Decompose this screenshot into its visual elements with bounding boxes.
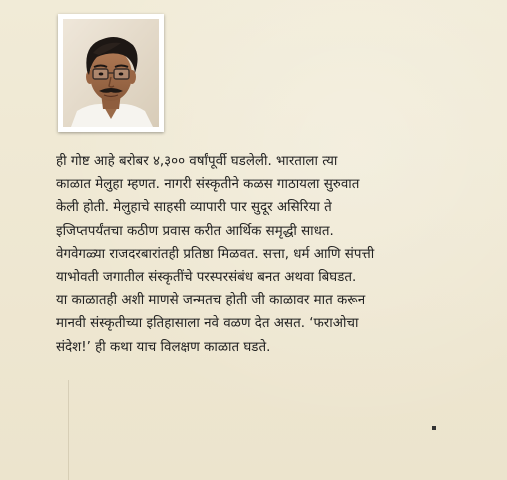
blurb-line: या काळातही अशी माणसे जन्मतच होती जी काळावर मात करून xyxy=(56,293,366,309)
blurb-line: संदेश!’ ही कथा याच विलक्षण काळात घडते. xyxy=(56,339,271,355)
author-photo xyxy=(63,19,159,127)
blurb-line: वेगवेगळ्या राजदरबारांतही प्रतिष्ठा मिळवत. सत्ता, धर्म आणि संपत्ती xyxy=(56,246,375,262)
blurb-line: याभोवती जगातील संस्कृतींचे परस्परसंबंध बनत अथवा बिघडत. xyxy=(56,270,357,286)
decorative-dot xyxy=(432,426,436,430)
book-blurb xyxy=(56,150,496,359)
blurb-line: इजिप्तपर्यंतचा कठीण प्रवास करीत आर्थिक समृद्धी साधत. xyxy=(56,223,334,239)
fold-line xyxy=(68,380,69,480)
blurb-line: मानवी संस्कृतीच्या इतिहासाला नवे वळण देत असत. ‘फराओचा xyxy=(56,316,359,332)
author-portrait-image xyxy=(63,19,159,127)
blurb-line: काळात मेलुहा म्हणत. नागरी संस्कृतीने कळस गाठायला सुरुवात xyxy=(56,177,360,193)
blurb-line: ही गोष्ट आहे बरोबर ४,३०० वर्षांपूर्वी घडलेली. भारताला त्या xyxy=(56,154,338,169)
blurb-line: केली होती. मेलुहाचे साहसी व्यापारी पार सुदूर असिरिया ते xyxy=(56,200,332,216)
author-photo-frame xyxy=(58,14,164,132)
